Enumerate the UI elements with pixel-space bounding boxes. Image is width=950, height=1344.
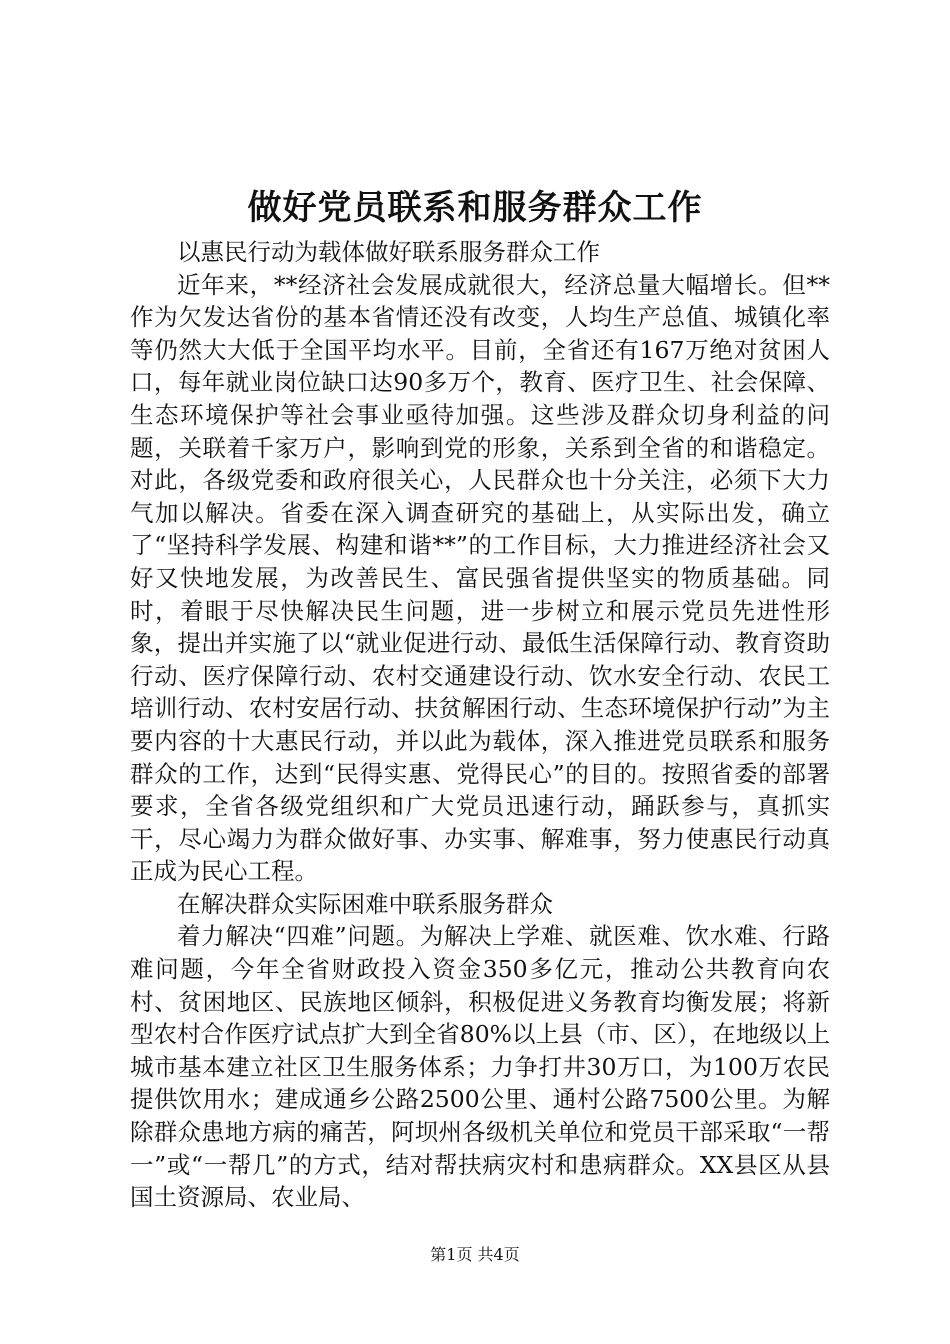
body-paragraph: 近年来，**经济社会发展成就很大，经济总量大幅增长。但**作为欠发达省份的基本省情还没有改变，人均生产总值、城镇化率等仍然大大低于全国平均水平。目前，全省还有167万绝对贫困人口，每年就业岗位缺口达90多万个，教育、医疗卫生、社会保障、生态环境保护等社会事业亟待加强。这些涉及群众切身利益的问题，关联着千家万户，影响到党的形象，关系到全省的和谐稳定。对此，各级党委和政府很关心，人民群众也十分关注，必须下大力气加以解决。省委在深入调查研究的基础上，从实际出发，确立了“坚持科学发展、构建和谐**”的工作目标，大力推进经济社会又好又快地发展，为改善民生、富民强省提供坚实的物质基础。同时，着眼于尽快解决民生问题，进一步树立和展示党员先进性形象，提出并实施了以“就业促进行动、最低生活保障行动、教育资助行动、医疗保障行动、农村交通建设行动、饮水安全行动、农民工培训行动、农村安居行动、扶贫解困行动、生态环境保护行动”为主要内容的十大惠民行动，并以此为载体，深入推进党员联系和服务群众的工作，达到“民得实惠、党得民心”的目的。按照省委的部署要求，全省各级党组织和广大党员迅速行动，踊跃参与，真抓实干，尽心竭力为群众做好事、办实事、解难事，努力使惠民行动真正成为民心工程。 — [130, 270, 830, 886]
section-heading: 在解决群众实际困难中联系服务群众 — [177, 889, 553, 918]
document-body — [130, 236, 830, 1214]
page-number-footer: 第1页 共4页 — [430, 1245, 520, 1264]
document-title: 做好党员联系和服务群众工作 — [247, 188, 703, 228]
body-paragraph: 着力解决“四难”问题。为解决上学难、就医难、饮水难、行路难问题，今年全省财政投入资金350多亿元，推动公共教育向农村、贫困地区、民族地区倾斜，积极促进义务教育均衡发展；将新型农村合作医疗试点扩大到全省80%以上县（市、区），在地级以上城市基本建立社区卫生服务体系；力争打井30万口，为100万农民提供饮用水；建成通乡公路2500公里、通村公路7500公里。为解除群众患地方病的痛苦，阿坝州各级机关单位和党员干部采取“一帮一”或“一帮几”的方式，结对帮扶病灾村和患病群众。XX县区从县国土资源局、农业局、 — [130, 922, 830, 1212]
section-heading: 以惠民行动为载体做好联系服务群众工作 — [177, 238, 600, 266]
